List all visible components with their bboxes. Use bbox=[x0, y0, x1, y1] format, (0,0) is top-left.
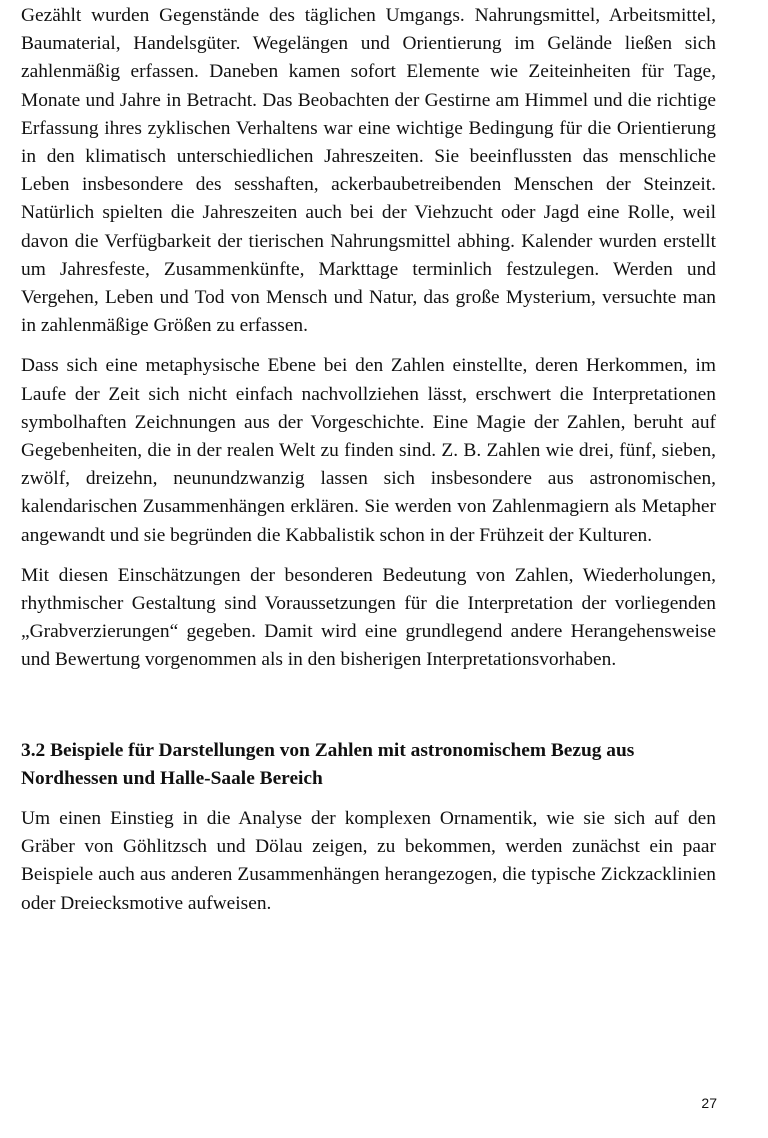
section-heading: 3.2 Beispiele für Darstellungen von Zahlen mit astronomischem Bezug aus Nordhessen und Halle-Saale Bereich bbox=[21, 739, 635, 789]
section-paragraph: Um einen Einstieg in die Analyse der komplexen Ornamentik, wie sie sich auf den Gräber von Göhlitzsch und Dölau zeigen, zu bekommen, werden zunächst ein paar Beispiele auch aus anderen Zusammenhängen herangezogen, die typische Zickzacklinien oder Dreiecksmotive aufweisen. bbox=[21, 808, 716, 914]
body-paragraph-1: Gezählt wurden Gegenstände des täglichen Umgangs. Nahrungsmittel, Arbeitsmittel, Baumaterial, Handelsgüter. Wegelängen und Orientierung im Gelände ließen sich zahlenmäßig erfassen. Daneben kamen sofort Elemente wie Zeiteinheiten für Tage, Monate und Jahre in Betracht. Das Beobachten der Gestirne am Himmel und die richtige Erfassung ihres zyklischen Verhaltens war eine wichtige Bedingung für die Orientierung in den klimatisch unterschiedlichen Jahreszeiten. Sie beeinflussten das menschliche Leben insbesondere des sesshaften, ackerbaubetreibenden Menschen der Steinzeit. Natürlich spielten die Jahreszeiten auch bei der Viehzucht oder Jagd eine Rolle, weil davon die Verfügbarkeit der tierischen Nahrungsmittel abhing. Kalender wurden erstellt um Jahresfeste, Zusammenkünfte, Markttage terminlich festzulegen. Werden und Vergehen, Leben und Tod von Mensch und Natur, das große Mysterium, versuchte man in zahlenmäßige Größen zu erfassen. bbox=[21, 5, 716, 337]
body-paragraph-2: Dass sich eine metaphysische Ebene bei den Zahlen einstellte, deren Herkommen, im Laufe der Zeit sich nicht einfach nachvollziehen lässt, erschwert die Interpretationen symbolhaften Zeichnungen aus der Vorgeschichte. Eine Magie der Zahlen, beruht auf Gegebenheiten, die in der realen Welt zu finden sind. Z. B. Zahlen wie drei, fünf, sieben, zwölf, dreizehn, neunundzwanzig lassen sich insbesondere aus astronomischen, kalendarischen Zusammenhängen erklären. Sie werden von Zahlenmagiern als Metapher angewandt und sie begründen die Kabbalistik schon in der Frühzeit der Kulturen. bbox=[21, 355, 716, 546]
body-paragraph-3: Mit diesen Einschätzungen der besonderen Bedeutung von Zahlen, Wiederholungen, rhythmischer Gestaltung sind Voraussetzungen für die Interpretation der vorliegenden „Grabverzierungen“ gegeben. Damit wird eine grundlegend andere Herangehensweise und Bewertung vorgenommen als in den bisherigen Interpretationsvorhaben. bbox=[21, 564, 716, 671]
page-body bbox=[21, 2, 716, 918]
page-number: 27 bbox=[701, 1095, 717, 1111]
